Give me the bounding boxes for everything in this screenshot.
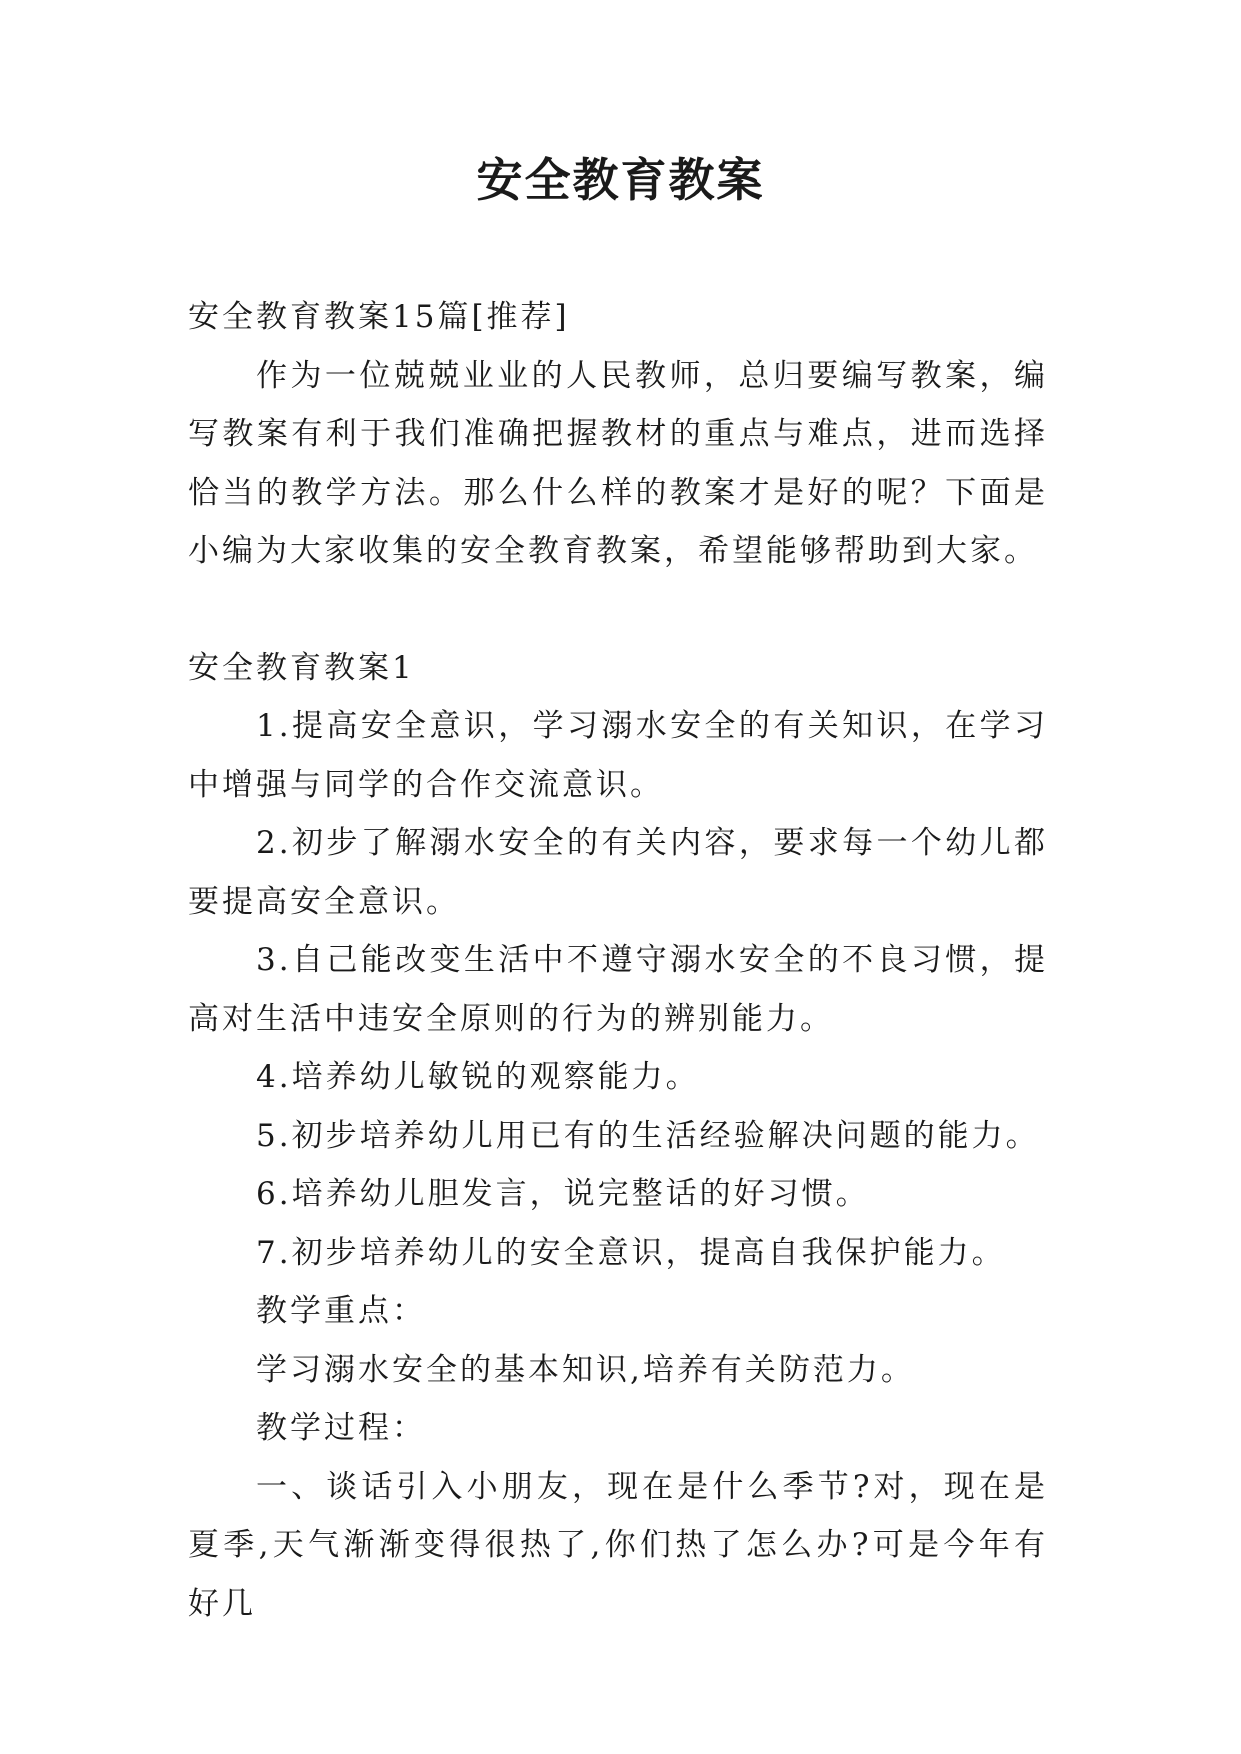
document-body xyxy=(188,288,1048,1633)
teaching-focus-label: 教学重点： xyxy=(256,1293,426,1329)
section-spacer xyxy=(188,581,1048,639)
objective-1: 1.提高安全意识，学习溺水安全的有关知识，在学习中增强与同学的合作交流意识。 xyxy=(188,708,1048,803)
document-title: 安全教育教案 xyxy=(476,153,765,207)
intro-paragraph: 作为一位兢兢业业的人民教师，总归要编写教案，编写教案有利于我们准确把握教材的重点与难点，进而选择恰当的教学方法。那么什么样的教案才是好的呢？下面是小编为大家收集的安全教育教案，希望能够帮助到大家。 xyxy=(188,357,1048,569)
objective-7: 7.初步培养幼儿的安全意识，提高自我保护能力。 xyxy=(256,1234,1006,1271)
objective-2: 2.初步了解溺水安全的有关内容，要求每一个幼儿都要提高安全意识。 xyxy=(188,825,1048,920)
objective-4: 4.培养幼儿敏锐的观察能力。 xyxy=(256,1059,700,1095)
teaching-process-label: 教学过程： xyxy=(256,1410,426,1446)
document-subtitle: 安全教育教案15篇[推荐] xyxy=(188,299,570,335)
objective-5: 5.初步培养幼儿用已有的生活经验解决问题的能力。 xyxy=(256,1117,1040,1154)
objective-3: 3.自己能改变生活中不遵守溺水安全的不良习惯，提高对生活中违安全原则的行为的辨别能力。 xyxy=(188,942,1048,1037)
teaching-focus-text: 学习溺水安全的基本知识,培养有关防范力。 xyxy=(256,1351,915,1388)
section-heading: 安全教育教案1 xyxy=(188,649,415,686)
teaching-process-step-1: 一、谈话引入小朋友，现在是什么季节?对，现在是夏季,天气渐渐变得很热了,你们热了怎么办?可是今年有好几 xyxy=(188,1468,1048,1622)
objective-6: 6.培养幼儿胆发言，说完整话的好习惯。 xyxy=(256,1176,870,1212)
